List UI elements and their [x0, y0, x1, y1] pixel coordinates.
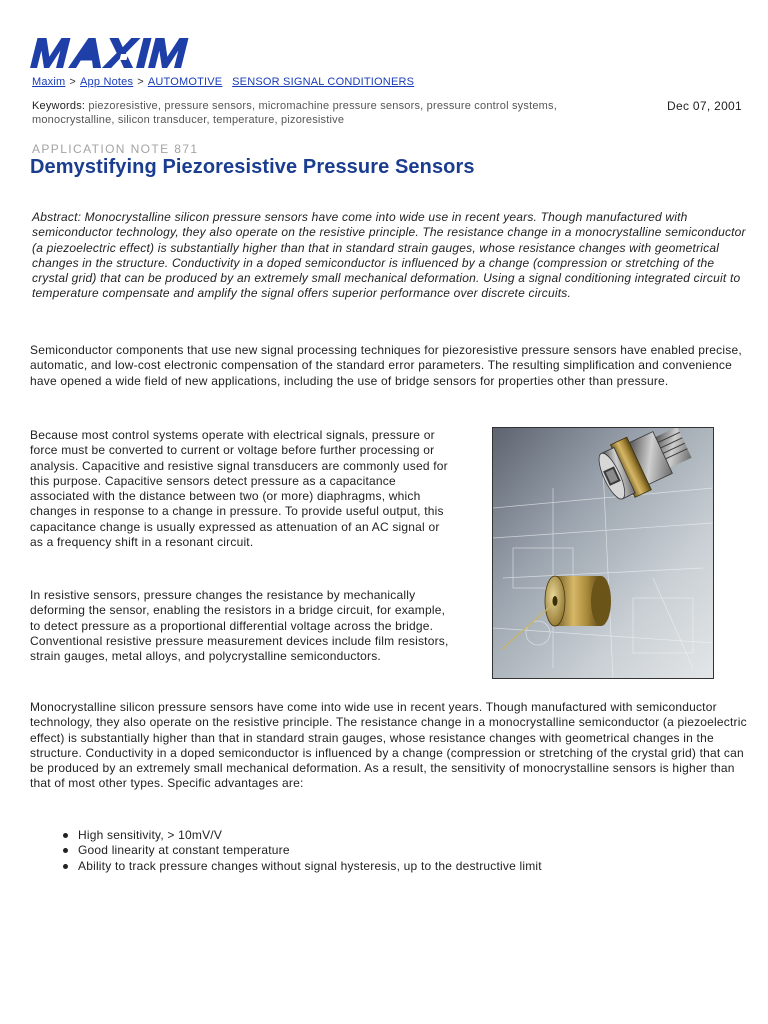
maxim-logo[interactable] — [30, 38, 226, 68]
paragraph-monocrystalline: Monocrystalline silicon pressure sensors have come into wide use in recent years. Though manufactured with semiconductor technology, they also operate on the resistive principle. The resistance change in a monocrystalline semiconductor (a piezoelectric effect) is substantially higher than that in standard strain gauges, whose resistance changes with geometrical changes in the structure. Conductivity in a doped semiconductor is influenced by a change (compression or stretching of the crystal grid) that can be produced by an extremely small mechanical deformation. As a result, the sensitivity of monocrystalline sensors is higher than that of most other types. Specific advantages are: — [30, 700, 747, 791]
breadcrumb-link-app-notes[interactable]: App Notes — [80, 76, 134, 88]
application-note-label: APPLICATION NOTE 871 — [32, 142, 199, 156]
breadcrumb-link-maxim[interactable]: Maxim — [32, 76, 66, 88]
breadcrumb-link-automotive[interactable]: AUTOMOTIVE — [147, 76, 223, 88]
breadcrumb — [32, 76, 414, 88]
breadcrumb-separator: > — [69, 76, 77, 88]
breadcrumb-link-sensor-signal-conditioners[interactable]: SENSOR SIGNAL CONDITIONERS — [232, 76, 415, 88]
pressure-sensor-photo — [492, 427, 714, 679]
page-title: Demystifying Piezoresistive Pressure Sensors — [30, 156, 475, 178]
abstract: Abstract: Monocrystalline silicon pressure sensors have come into wide use in recent years. Though manufactured with semiconductor technology, they also operate on the resistive principle. The resistance change in a monocrystalline semiconductor (a piezoelectric effect) is substantially higher than that in standard strain gauges, whose resistance changes with geometrical changes in the structure. Conductivity in a doped semiconductor is influenced by a change (compression or stretching of the crystal grid) that can be produced by an extremely small mechanical deformation. Using a signal conditioning integrated circuit to temperature compensate and amplify the signal offers superior performance over discrete circuits. — [32, 210, 746, 301]
list-item: High sensitivity, > 10mV/V — [30, 828, 542, 843]
advantages-list — [30, 828, 542, 874]
keywords-list: piezoresistive, pressure sensors, micromachine pressure sensors, pressure control systems, monocrystalline, silicon transducer, temperature, pizoresistive — [32, 100, 557, 126]
list-item: Ability to track pressure changes without signal hysteresis, up to the destructive limit — [30, 859, 542, 874]
paragraph-capacitive-sensors: Because most control systems operate with electrical signals, pressure or force must be converted to current or voltage before further processing or analysis. Capacitive and resistive signal transducers are commonly used for this purpose. Capacitive sensors detect pressure as a capacitance associated with the distance between two (or more) diaphragms, which changes in response to a change in pressure. To provide useful output, this capacitance change is usually expressed as attenuation of an AC signal or as a frequency shift in a resonant circuit. — [30, 428, 448, 550]
paragraph-intro: Semiconductor components that use new signal processing techniques for piezoresistive pressure sensors have enabled precise, automatic, and low-cost electronic compensation of the standard error parameters. The resulting simplification and convenience have opened a wide field of new applications, including the use of bridge sensors for properties other than pressure. — [30, 343, 742, 388]
publication-date: Dec 07, 2001 — [667, 99, 742, 113]
keywords-label: Keywords: — [32, 100, 86, 112]
paragraph-resistive-sensors: In resistive sensors, pressure changes the resistance by mechanically deforming the sensor, enabling the resistors in a bridge circuit, for example, to detect pressure as a proportional differential voltage across the bridge. Conventional resistive pressure measurement devices include film resistors, strain gauges, metal alloys, and polycrystalline semiconductors. — [30, 588, 449, 664]
list-item: Good linearity at constant temperature — [30, 843, 542, 858]
breadcrumb-separator: > — [137, 76, 144, 88]
keywords — [32, 99, 632, 127]
